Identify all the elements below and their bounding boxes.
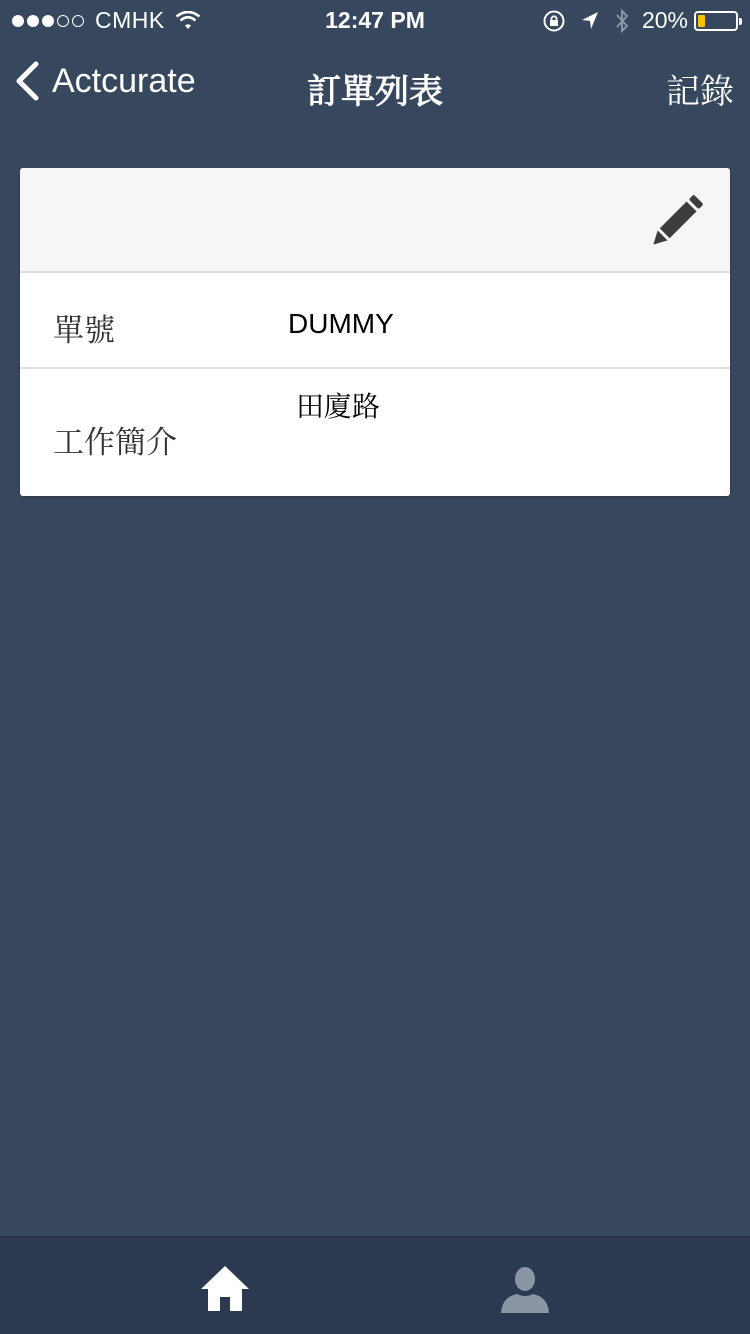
person-icon[interactable]: [499, 1263, 551, 1315]
card-header: [20, 168, 730, 273]
status-right: [528, 7, 738, 34]
back-button[interactable]: [14, 60, 196, 102]
chevron-left-icon: [14, 60, 40, 102]
back-button-label: Actcurate: [52, 61, 196, 100]
home-icon[interactable]: [199, 1263, 251, 1315]
job-description-row: [20, 369, 730, 494]
battery-icon: [694, 11, 738, 31]
job-description-label: 工作簡介: [53, 425, 177, 460]
tab-bar: [0, 1236, 750, 1334]
order-card[interactable]: [20, 168, 730, 496]
navigation-bar: [0, 40, 750, 128]
order-number-label: 單號: [53, 313, 115, 348]
battery-percent: 20%: [641, 7, 688, 33]
rotation-lock-icon: [542, 9, 566, 33]
pencil-icon[interactable]: [644, 190, 708, 254]
records-button[interactable]: 記錄: [666, 73, 734, 111]
order-number-value: DUMMY: [288, 308, 394, 339]
job-description-value: 田廈路: [296, 391, 381, 422]
bluetooth-icon: [614, 8, 630, 34]
location-arrow-icon: [580, 10, 600, 32]
page-title: 訂單列表: [307, 73, 443, 111]
status-bar: [0, 0, 750, 40]
order-number-row: [20, 273, 730, 369]
battery-fill: [698, 15, 705, 27]
carrier-name: CMHK: [95, 7, 165, 33]
status-time: 12:47 PM: [325, 7, 425, 33]
